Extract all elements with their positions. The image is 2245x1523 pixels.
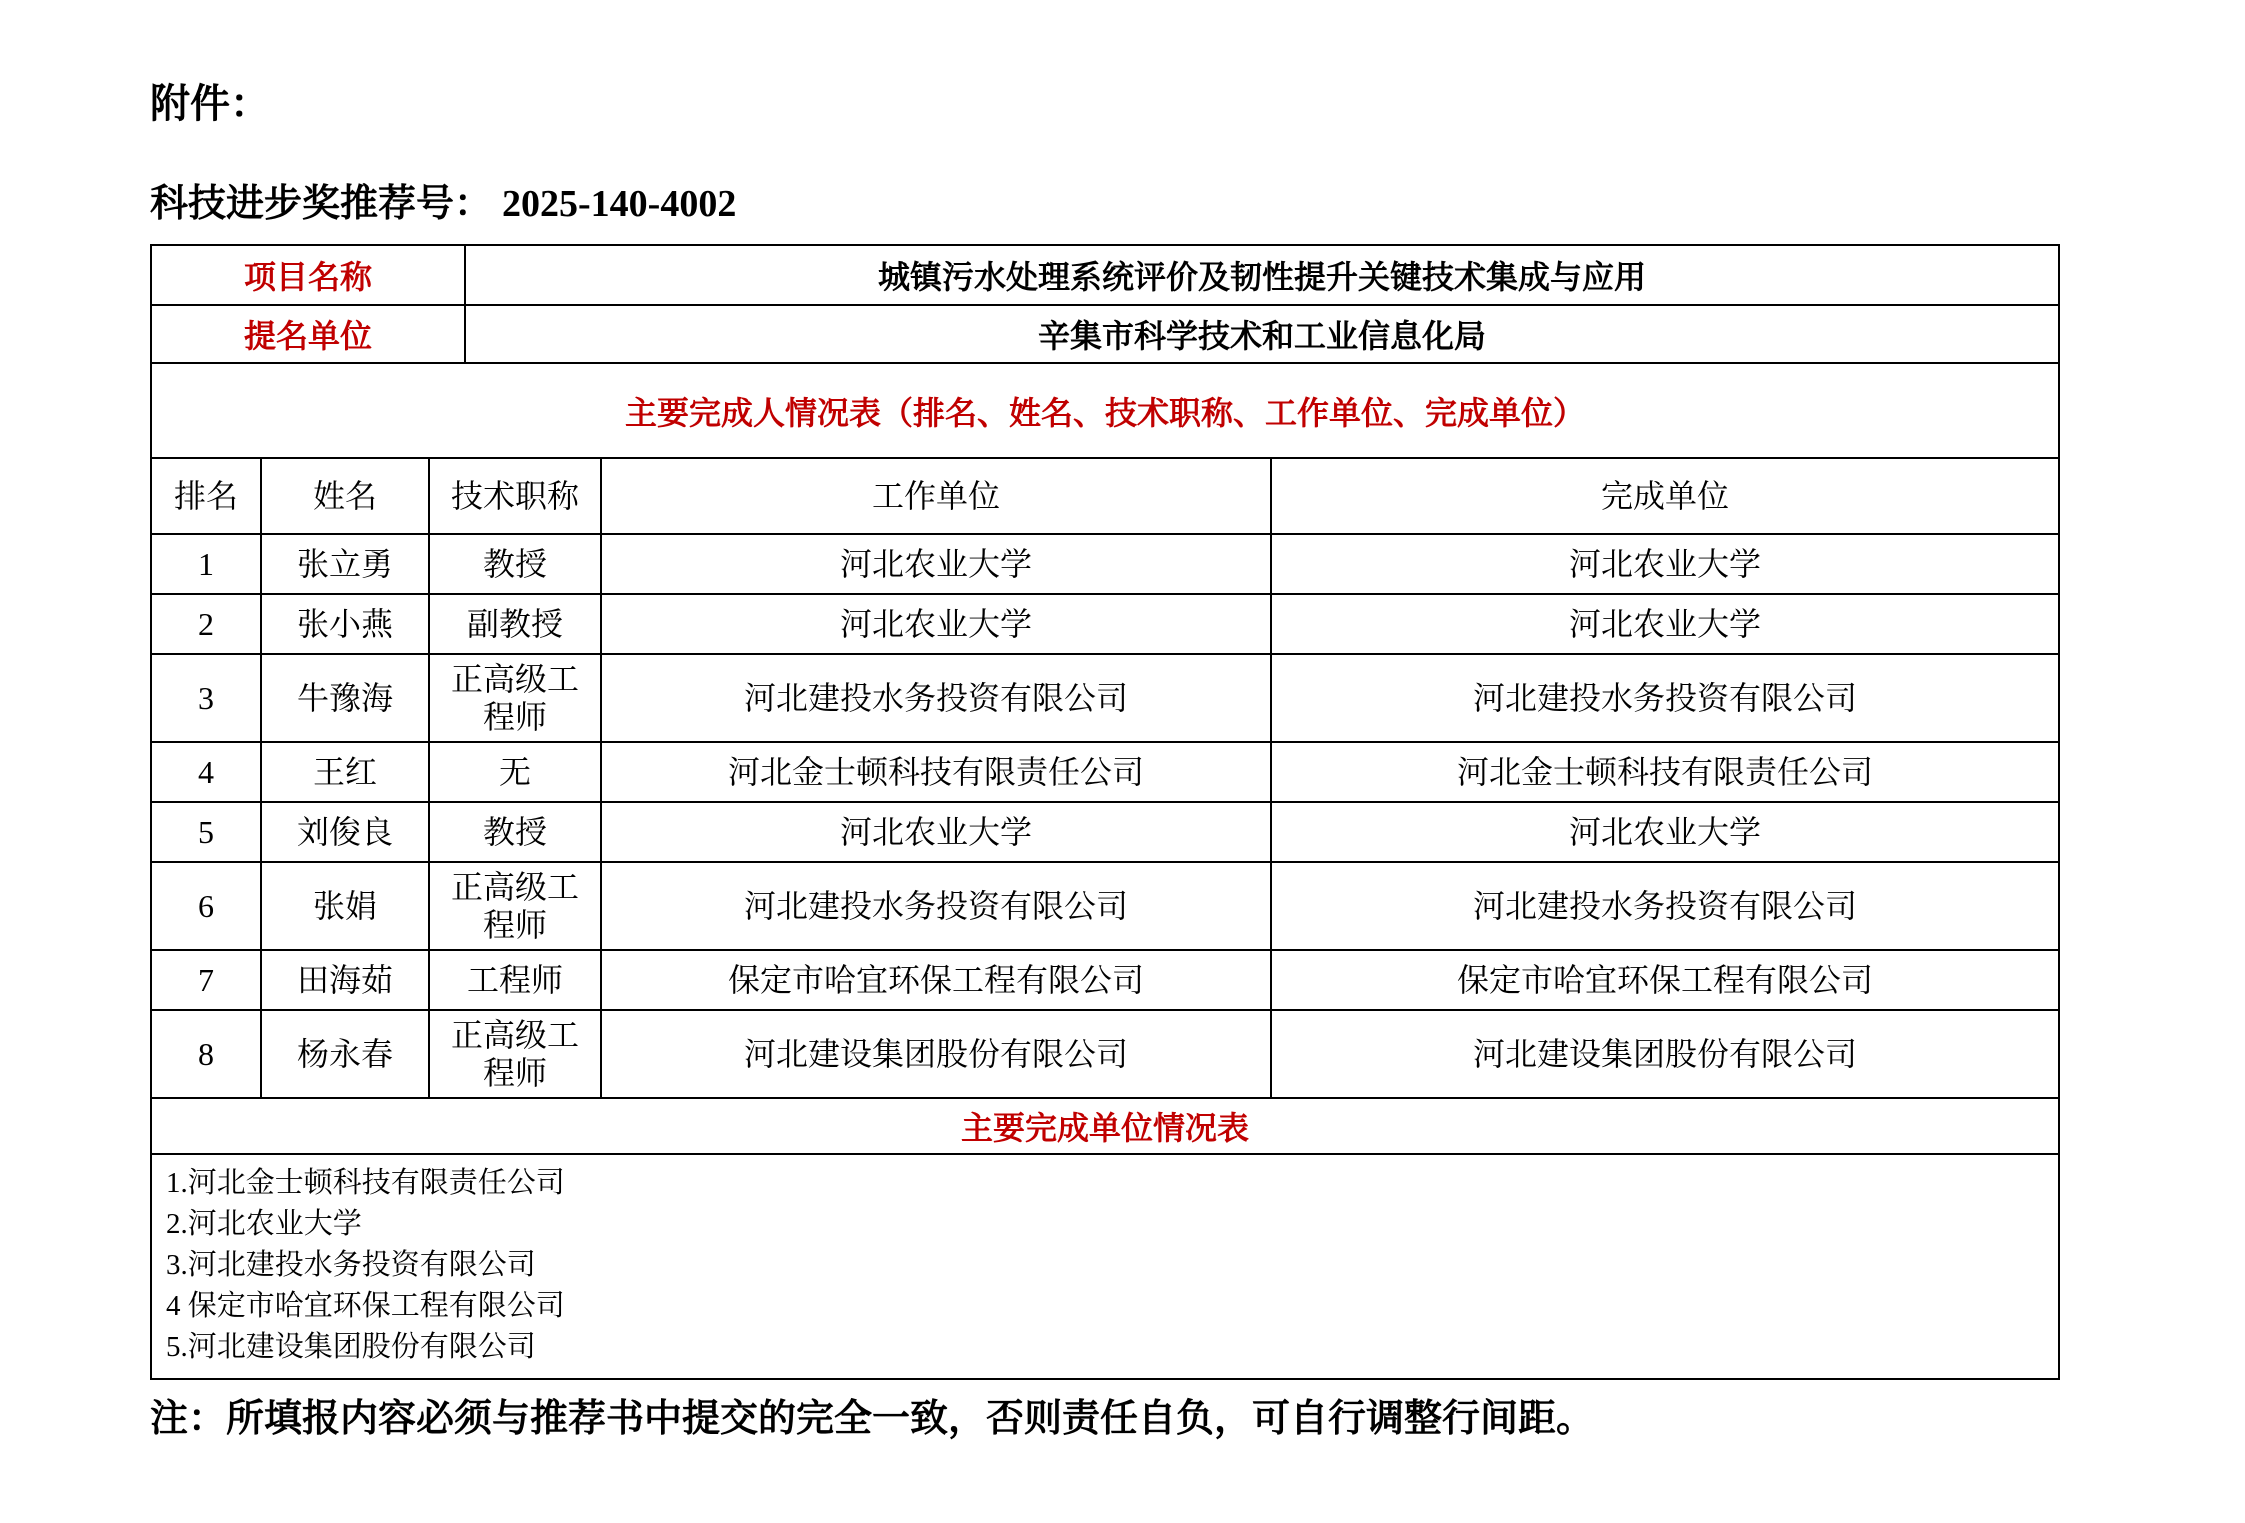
info-row <box>152 304 2058 362</box>
unit-item: 3.河北建投水务投资有限公司 <box>166 1249 536 1281</box>
project-info-section <box>152 246 2058 362</box>
title-cell: 工程师 <box>428 951 600 1009</box>
completion-unit-cell: 河北农业大学 <box>1270 535 2058 593</box>
header-title: 技术职称 <box>428 459 600 533</box>
work-unit-cell: 河北农业大学 <box>600 535 1270 593</box>
title-cell: 正高级工程师 <box>428 1011 600 1097</box>
work-unit-cell: 河北农业大学 <box>600 595 1270 653</box>
info-row-label: 提名单位 <box>152 306 466 362</box>
work-unit-cell: 河北金士顿科技有限责任公司 <box>600 743 1270 801</box>
work-unit-cell: 河北建投水务投资有限公司 <box>600 863 1270 949</box>
unit-item: 1.河北金士顿科技有限责任公司 <box>166 1167 565 1199</box>
completers-table-header <box>152 457 2058 533</box>
work-unit-cell: 河北农业大学 <box>600 803 1270 861</box>
rank-cell: 3 <box>198 680 214 716</box>
header-completion-unit: 完成单位 <box>1270 459 2058 533</box>
recommendation-line <box>150 180 2245 228</box>
units-table-title: 主要完成单位情况表 <box>152 1097 2058 1153</box>
name-cell: 牛豫海 <box>260 655 428 741</box>
header-work-unit: 工作单位 <box>600 459 1270 533</box>
rank-cell: 1 <box>198 546 214 582</box>
completion-unit-cell: 河北建设集团股份有限公司 <box>1270 1011 2058 1097</box>
table-row <box>152 801 2058 861</box>
rank-cell: 8 <box>198 1036 214 1072</box>
header-rank: 排名 <box>173 478 238 514</box>
table-row <box>152 533 2058 593</box>
name-cell: 张娟 <box>260 863 428 949</box>
completion-unit-cell: 河北金士顿科技有限责任公司 <box>1270 743 2058 801</box>
table-row <box>152 861 2058 949</box>
name-cell: 刘俊良 <box>260 803 428 861</box>
table-row <box>152 653 2058 741</box>
completers-table-title: 主要完成人情况表（排名、姓名、技术职称、工作单位、完成单位） <box>152 362 2058 457</box>
name-cell: 王红 <box>260 743 428 801</box>
info-row <box>152 246 2058 304</box>
work-unit-cell: 河北建投水务投资有限公司 <box>600 655 1270 741</box>
name-cell: 杨永春 <box>260 1011 428 1097</box>
attachment-label: 附件： <box>150 82 270 126</box>
name-cell: 田海茹 <box>260 951 428 1009</box>
name-cell: 张立勇 <box>260 535 428 593</box>
recommendation-number: 2025-140-4002 <box>502 183 737 225</box>
unit-item: 5.河北建设集团股份有限公司 <box>166 1331 536 1363</box>
table-row <box>152 593 2058 653</box>
rank-cell: 6 <box>198 888 214 924</box>
note-text: 注：所填报内容必须与推荐书中提交的完全一致，否则责任自负，可自行调整行间距。 <box>150 1398 1595 1440</box>
rank-cell: 2 <box>198 606 214 642</box>
table-row <box>152 949 2058 1009</box>
completion-unit-cell: 河北建投水务投资有限公司 <box>1270 863 2058 949</box>
title-cell: 副教授 <box>428 595 600 653</box>
table-row <box>152 1009 2058 1097</box>
title-cell: 教授 <box>428 803 600 861</box>
rank-cell: 5 <box>198 814 214 850</box>
name-cell: 张小燕 <box>260 595 428 653</box>
work-unit-cell: 河北建设集团股份有限公司 <box>600 1011 1270 1097</box>
completers-rows <box>152 533 2058 1097</box>
work-unit-cell: 保定市哈宜环保工程有限公司 <box>600 951 1270 1009</box>
units-list <box>152 1153 2058 1378</box>
completion-unit-cell: 河北农业大学 <box>1270 803 2058 861</box>
title-cell: 正高级工程师 <box>428 863 600 949</box>
unit-item: 2.河北农业大学 <box>166 1208 362 1240</box>
completion-unit-cell: 保定市哈宜环保工程有限公司 <box>1270 951 2058 1009</box>
rank-cell: 4 <box>198 754 214 790</box>
recommendation-label: 科技进步奖推荐号： <box>150 183 493 225</box>
unit-item: 4 保定市哈宜环保工程有限公司 <box>166 1290 565 1322</box>
award-table <box>150 244 2060 1380</box>
table-row <box>152 741 2058 801</box>
completion-unit-cell: 河北建投水务投资有限公司 <box>1270 655 2058 741</box>
title-cell: 无 <box>428 743 600 801</box>
title-cell: 正高级工程师 <box>428 655 600 741</box>
info-row-label: 项目名称 <box>152 246 466 304</box>
header-name: 姓名 <box>260 459 428 533</box>
completion-unit-cell: 河北农业大学 <box>1270 595 2058 653</box>
info-row-value: 辛集市科学技术和工业信息化局 <box>1037 318 1486 354</box>
info-row-value: 城镇污水处理系统评价及韧性提升关键技术集成与应用 <box>877 259 1646 295</box>
title-cell: 教授 <box>428 535 600 593</box>
rank-cell: 7 <box>198 962 214 998</box>
